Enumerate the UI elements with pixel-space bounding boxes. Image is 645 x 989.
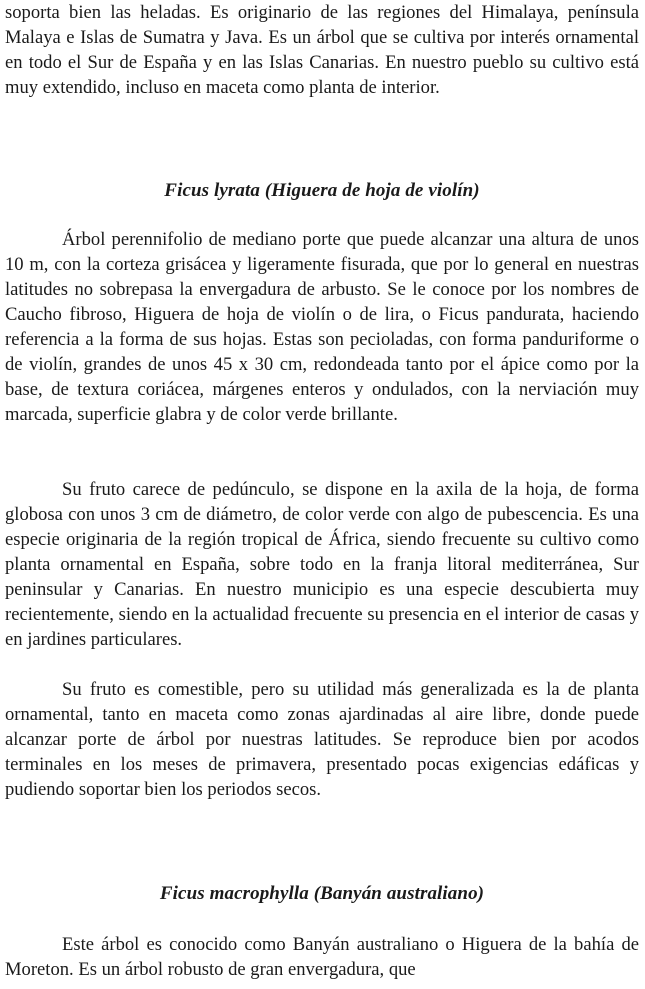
ficus-lyrata-paragraph-2: Su fruto carece de pedúnculo, se dispone en la axila de la hoja, de forma globosa con unos 3 cm de diámetro, de color verde con algo de pubescencia. Es una especie originaria de la región tropical de África, siendo frecuente su cultivo como planta ornamental en España, sobre todo en la franja litoral mediterránea, Sur peninsular y Canarias. En nuestro municipio es una especie descubierta muy recientemente, siendo en la actualidad frecuente su presencia en el interior de casas y en jardines particulares.: [5, 479, 639, 650]
intro-paragraph: soporta bien las heladas. Es originario de las regiones del Himalaya, península Malaya e Islas de Sumatra y Java. Es un árbol que se cultiva por interés ornamental en todo el Sur de España y en las Islas Canarias. En nuestro pueblo su cultivo está muy extendido, incluso en maceta como planta de interior.: [5, 2, 639, 98]
ficus-macrophylla-paragraph-1: Este árbol es conocido como Banyán australiano o Higuera de la bahía de Moreton. Es un árbol robusto de gran envergadura, que: [5, 934, 639, 980]
section-heading-ficus-macrophylla: Ficus macrophylla (Banyán australiano): [159, 883, 485, 904]
section-heading-ficus-lyrata: Ficus lyrata (Higuera de hoja de violín): [164, 180, 480, 201]
ficus-lyrata-paragraph-1: Árbol perennifolio de mediano porte que puede alcanzar una altura de unos 10 m, con la corteza grisácea y ligeramente fisurada, que por lo general en nuestras latitudes no sobrepasa la envergadura de arbusto. Se le conoce por los nombres de Caucho fibroso, Higuera de hoja de violín o de lira, o Ficus pandurata, haciendo referencia a la forma de sus hojas. Estas son pecioladas, con forma panduriforme o de violín, grandes de unos 45 x 30 cm, redondeada tanto por el ápice como por la base, de textura coriácea, márgenes enteros y ondulados, con la nerviación muy marcada, superficie glabra y de color verde brillante.: [5, 229, 639, 425]
ficus-lyrata-paragraph-3: Su fruto es comestible, pero su utilidad más generalizada es la de planta ornamental, tanto en maceta como zonas ajardinadas al aire libre, donde puede alcanzar porte de árbol por nuestras latitudes. Se reproduce bien por acodos terminales en los meses de primavera, presentado pocas exigencias edáficas y pudiendo soportar bien los periodos secos.: [5, 679, 639, 800]
